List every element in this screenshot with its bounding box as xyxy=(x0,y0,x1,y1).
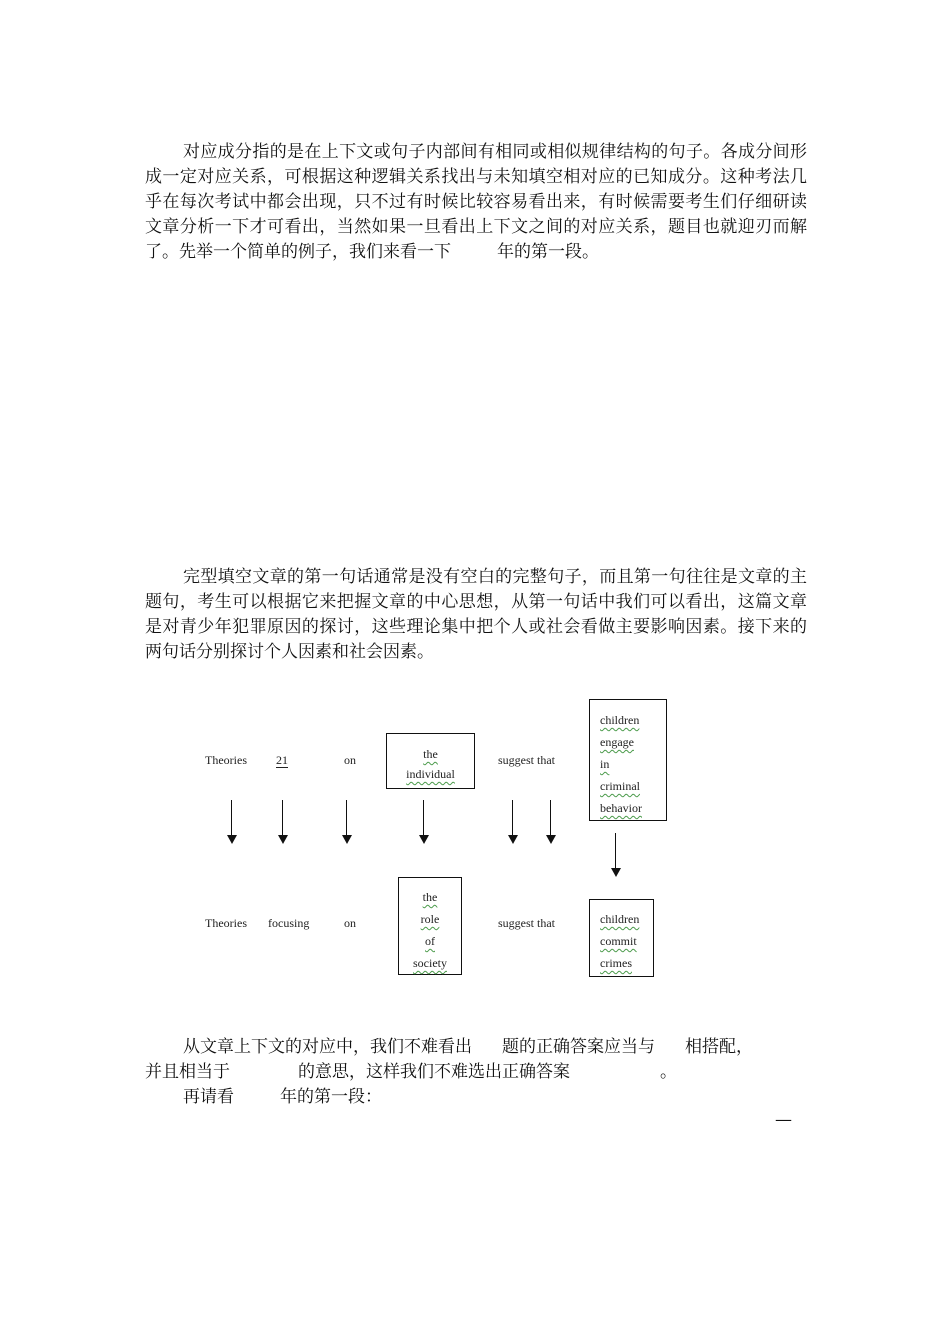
bottom-box2-word: commit xyxy=(600,934,637,948)
bottom-box-children-commit-crimes xyxy=(589,899,654,977)
bottom-box2-word: crimes xyxy=(600,956,632,970)
arrow-down xyxy=(278,800,288,844)
top-word-suggest-that: suggest that xyxy=(498,753,555,767)
conclusion-text: 相搭配， xyxy=(685,1037,753,1057)
bottom-box2-word: children xyxy=(600,912,640,926)
bottom-box1-word: role xyxy=(420,912,440,926)
top-box2-word: engage xyxy=(600,735,634,749)
arrow-down xyxy=(342,800,352,844)
bottom-box1-word: of xyxy=(425,934,435,948)
top-box-the-individual xyxy=(386,733,475,789)
bottom-box1-word: society xyxy=(413,956,447,970)
paragraph-intro-year: 年 xyxy=(497,242,514,262)
top-box2-word: in xyxy=(600,757,610,771)
bottom-word-theories: Theories xyxy=(205,916,247,930)
bottom-word-on: on xyxy=(344,916,356,930)
conclusion-text: 并且相当于 xyxy=(145,1062,230,1082)
arrow-down xyxy=(419,800,429,844)
conclusion-text: 从文章上下文的对应中，我们不难看出 xyxy=(183,1037,472,1057)
conclusion-text: 题的正确答案应当与 xyxy=(502,1037,655,1057)
top-box2-word: children xyxy=(600,713,640,727)
next-example-text: 再请看 xyxy=(183,1087,234,1107)
top-box1-word: the xyxy=(423,747,438,761)
top-word-theories: Theories xyxy=(205,753,247,767)
arrow-down xyxy=(227,800,237,844)
conclusion-text: 的意思，这样我们不难选出正确答案 xyxy=(298,1062,570,1082)
paragraph-explanation: 完型填空文章的第一句话通常是没有空白的完整句子，而且第一句往往是文章的主题句，考生可以根据它来把握文章的中心思想，从第一句话中我们可以看出，这篇文章是对青少年犯罪原因的探讨，这些理论集中把个人或社会看做主要影响因素。接下来的两句话分别探讨个人因素和社会因素。 xyxy=(145,567,807,662)
top-word-on: on xyxy=(344,753,356,767)
top-box2-word: criminal xyxy=(600,779,640,793)
paragraph-conclusion-line2 xyxy=(145,1060,807,1085)
conclusion-text: 。 xyxy=(660,1062,677,1082)
top-blank-21: 21 xyxy=(276,753,288,767)
arrow-down xyxy=(508,800,518,844)
trailing-dash: — xyxy=(775,1110,792,1130)
paragraph-intro-end: 的第一段。 xyxy=(514,242,599,262)
paragraph-intro-text: 对应成分指的是在上下文或句子内部间有相同或相似规律结构的句子。各成分间形成一定对应关系，可根据这种逻辑关系找出与未知填空相对应的已知成分。这种考法几乎在每次考试中都会出现，只不过有时候比较容易看出来，有时候需要考生们仔细研读文章分析一下才可看出，当然如果一旦看出上下文之间的对应关系，题目也就迎刃而解了。先举一个简单的例子，我们来看一下 xyxy=(145,142,807,262)
paragraph-conclusion xyxy=(145,1035,807,1060)
bottom-box-the-role-of-society xyxy=(398,877,462,975)
top-box-children-engage xyxy=(589,699,667,821)
next-example-text: 年的第一段： xyxy=(280,1087,382,1107)
paragraph-intro xyxy=(145,140,807,265)
bottom-box1-word: the xyxy=(422,890,438,904)
top-box1-word: individual xyxy=(406,767,455,781)
paragraph-next-example xyxy=(145,1085,807,1110)
arrow-down xyxy=(546,800,556,844)
bottom-word-focusing: focusing xyxy=(268,916,310,930)
top-box2-word: behavior xyxy=(600,801,642,815)
bottom-word-suggest-that: suggest that xyxy=(498,916,555,930)
arrow-down xyxy=(611,833,621,877)
